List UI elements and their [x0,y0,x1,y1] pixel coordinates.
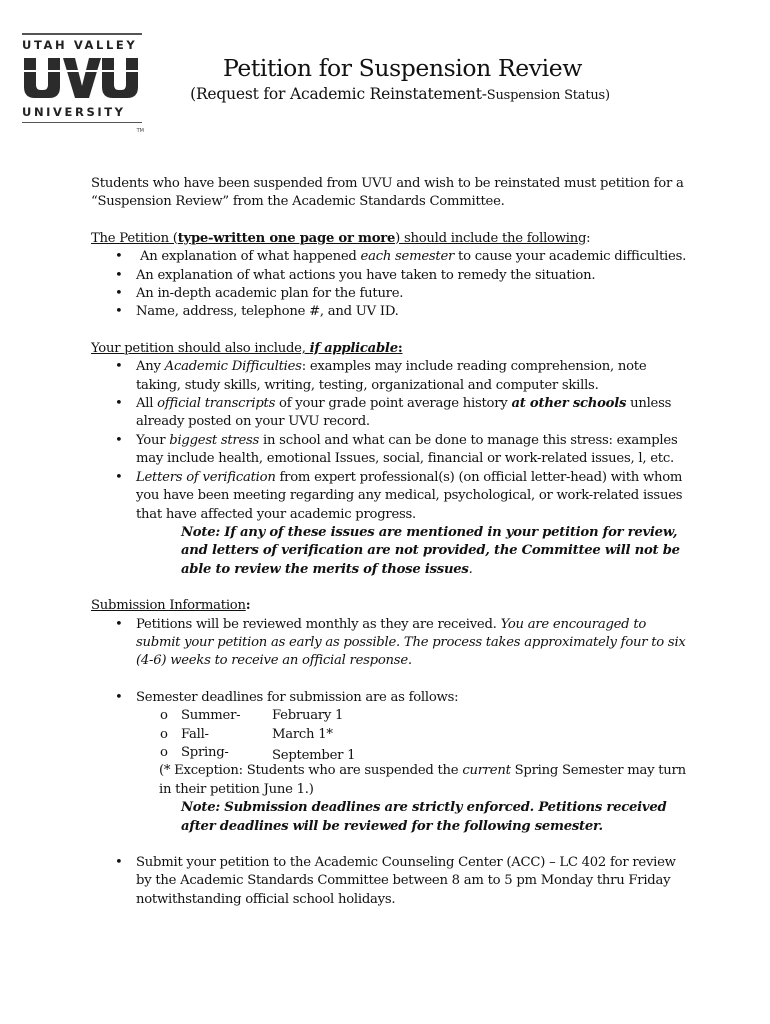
list-item: • Submit your petition to the Academic Counseling Center (ACC) – LC 402 for review by the Academic Standards Committee between 8 am to 5 pm Monday thru Friday notwithstanding official school holidays. [91,854,691,909]
list-item: • Name, address, telephone #, and UV ID. [91,303,691,321]
trademark: TM [136,128,144,134]
list-item: • Letters of verification from expert professional(s) (on official letter-head) with whom you have been meeting regarding any medical, psychological, or work-related issues that have affected your academic progress. [91,469,691,524]
logo-rule-bottom [22,122,142,124]
deadline-summer: o Summer- February 1 [160,708,344,724]
list-item: • Your biggest stress in school and what can be done to manage this stress: examples may include health, emotional Issues, social, financial or work-related issues, l, etc. [91,432,691,469]
exception-note: (* Exception: Students who are suspended the current Spring Semester may turn in their petition June 1.) [159,763,686,797]
list-item: • An in-depth academic plan for the future. [91,285,691,303]
deadline-spring: o Spring- September 1 [160,744,356,763]
list-item: • Petitions will be reviewed monthly as they are received. You are encouraged to submit your petition as early as possible. The process takes approximately four to six (4-6) weeks to receive an official response. [91,616,691,671]
submission-heading: Submission Information: [91,598,251,614]
list-item: • An explanation of what happened each semester to cause your academic difficulties. [91,248,691,266]
submit-list [91,854,691,909]
page-title: Petition for Suspension Review [222,54,582,82]
deadline-list [91,689,691,707]
list-item: • Semester deadlines for submission are as follows: [91,689,691,707]
document-body [91,175,691,909]
logo-top-text: UTAH VALLEY [22,37,138,52]
submission-list [91,616,691,671]
list-item: • Any Academic Difficulties: examples may include reading comprehension, note taking, study skills, writing, testing, organizational and computer skills. [91,358,691,395]
deadline-fall: o Fall- March 1* [160,726,333,742]
also-include-list [91,358,691,524]
page-title-block [0,54,770,103]
petition-list [91,248,691,322]
page-subtitle: (Request for Academic Reinstatement-Suspension Status) [190,85,610,103]
intro-paragraph: Students who have been suspended from UVU and wish to be reinstated must petition for a “Suspension Review” from the Academic Standards Committee. [91,176,684,210]
verification-note: Note: If any of these issues are mentioned in your petition for review, and letters of verification are not provided, the Committee will not be able to review the merits of those issues. [181,524,680,577]
deadline-note: Note: Submission deadlines are strictly enforced. Petitions received after deadlines will be reviewed for the following semester. [181,800,667,834]
petition-heading: The Petition (type-written one page or more) should include the following: [91,230,591,246]
also-include-heading: Your petition should also include, if applicable: [91,340,403,356]
logo-bottom-text: UNIVERSITY [22,104,126,119]
list-item: • All official transcripts of your grade point average history at other schools unless already posted on your UVU record. [91,395,691,432]
logo-rule-top [22,33,142,35]
list-item: • An explanation of what actions you have taken to remedy the situation. [91,267,691,285]
